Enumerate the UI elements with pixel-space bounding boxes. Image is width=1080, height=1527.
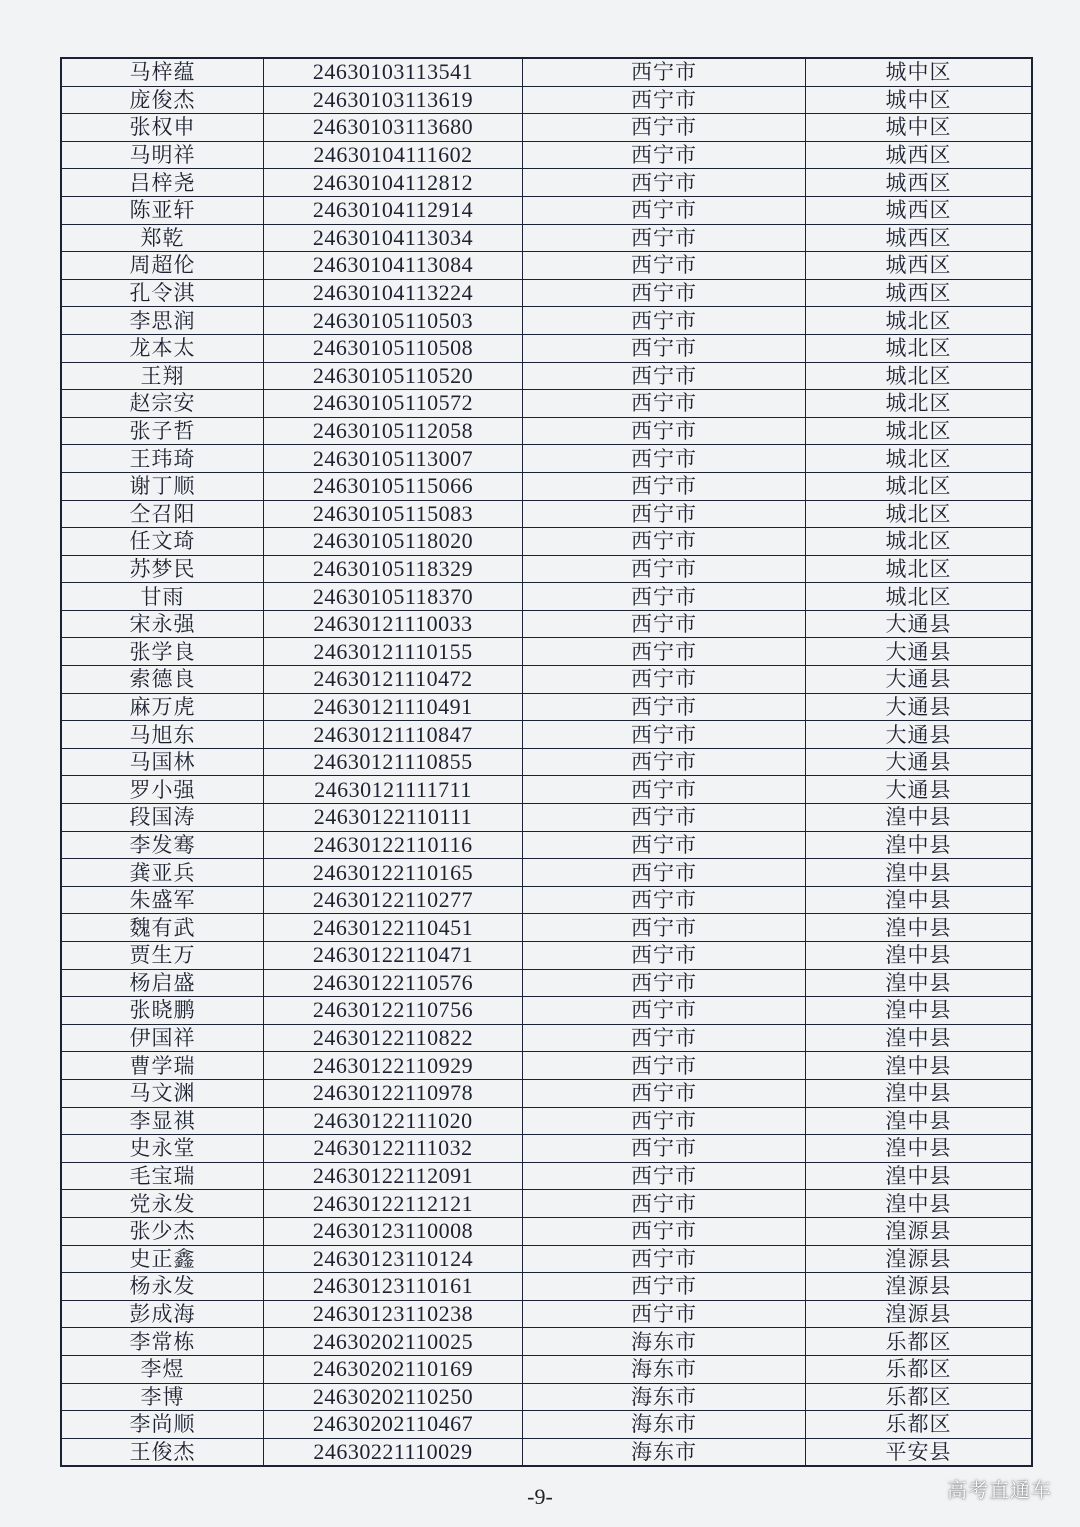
exam-id-cell: 24630122110756 xyxy=(264,997,523,1025)
table-row xyxy=(61,1355,1032,1383)
city-cell: 海东市 xyxy=(523,1411,806,1439)
exam-id-cell: 24630122110277 xyxy=(264,886,523,914)
exam-id-cell: 24630202110467 xyxy=(264,1411,523,1439)
student-name-cell: 郑乾 xyxy=(61,224,264,252)
student-name-cell: 赵宗安 xyxy=(61,390,264,418)
exam-id-cell: 24630122111032 xyxy=(264,1135,523,1163)
district-cell: 湟中县 xyxy=(806,886,1033,914)
district-cell: 湟中县 xyxy=(806,1079,1033,1107)
student-name-cell: 罗小强 xyxy=(61,776,264,804)
exam-id-cell: 24630123110161 xyxy=(264,1273,523,1301)
exam-id-cell: 24630105110520 xyxy=(264,362,523,390)
exam-id-cell: 24630105118370 xyxy=(264,583,523,611)
city-cell: 西宁市 xyxy=(523,224,806,252)
student-name-cell: 马文渊 xyxy=(61,1079,264,1107)
table-row xyxy=(61,942,1032,970)
district-cell: 湟中县 xyxy=(806,859,1033,887)
table-row xyxy=(61,914,1032,942)
watermark: 高考直通车 xyxy=(947,1478,1052,1502)
student-name-cell: 龙本太 xyxy=(61,334,264,362)
student-name-cell: 张学良 xyxy=(61,638,264,666)
city-cell: 西宁市 xyxy=(523,1245,806,1273)
table-row xyxy=(61,555,1032,583)
exam-id-cell: 24630122110111 xyxy=(264,804,523,832)
district-cell: 城中区 xyxy=(806,58,1033,86)
district-cell: 湟中县 xyxy=(806,1190,1033,1218)
student-name-cell: 马梓蕴 xyxy=(61,58,264,86)
student-name-cell: 史永堂 xyxy=(61,1135,264,1163)
roster-table xyxy=(60,57,1033,1467)
student-name-cell: 李博 xyxy=(61,1383,264,1411)
student-name-cell: 李尚顺 xyxy=(61,1411,264,1439)
city-cell: 西宁市 xyxy=(523,334,806,362)
city-cell: 西宁市 xyxy=(523,141,806,169)
district-cell: 大通县 xyxy=(806,693,1033,721)
city-cell: 西宁市 xyxy=(523,583,806,611)
roster-table-body xyxy=(61,58,1032,1466)
exam-id-cell: 24630104111602 xyxy=(264,141,523,169)
exam-id-cell: 24630122112091 xyxy=(264,1162,523,1190)
table-row xyxy=(61,969,1032,997)
district-cell: 城西区 xyxy=(806,169,1033,197)
table-row xyxy=(61,610,1032,638)
table-row xyxy=(61,693,1032,721)
student-name-cell: 王俊杰 xyxy=(61,1438,264,1466)
table-row xyxy=(61,1438,1032,1466)
exam-id-cell: 24630122110451 xyxy=(264,914,523,942)
table-row xyxy=(61,362,1032,390)
district-cell: 大通县 xyxy=(806,638,1033,666)
student-name-cell: 张子哲 xyxy=(61,417,264,445)
city-cell: 西宁市 xyxy=(523,1162,806,1190)
table-row xyxy=(61,1411,1032,1439)
exam-id-cell: 24630202110250 xyxy=(264,1383,523,1411)
city-cell: 西宁市 xyxy=(523,307,806,335)
student-name-cell: 杨启盛 xyxy=(61,969,264,997)
district-cell: 乐都区 xyxy=(806,1328,1033,1356)
table-row xyxy=(61,804,1032,832)
city-cell: 海东市 xyxy=(523,1355,806,1383)
city-cell: 西宁市 xyxy=(523,114,806,142)
city-cell: 西宁市 xyxy=(523,859,806,887)
exam-id-cell: 24630121111711 xyxy=(264,776,523,804)
exam-id-cell: 24630105110503 xyxy=(264,307,523,335)
district-cell: 城北区 xyxy=(806,583,1033,611)
city-cell: 西宁市 xyxy=(523,886,806,914)
table-row xyxy=(61,500,1032,528)
student-name-cell: 索德良 xyxy=(61,666,264,694)
exam-id-cell: 24630104113034 xyxy=(264,224,523,252)
exam-id-cell: 24630122110978 xyxy=(264,1079,523,1107)
city-cell: 西宁市 xyxy=(523,86,806,114)
district-cell: 湟中县 xyxy=(806,997,1033,1025)
table-row xyxy=(61,58,1032,86)
exam-id-cell: 24630122110822 xyxy=(264,1024,523,1052)
district-cell: 城北区 xyxy=(806,390,1033,418)
student-name-cell: 李煜 xyxy=(61,1355,264,1383)
district-cell: 乐都区 xyxy=(806,1383,1033,1411)
table-row xyxy=(61,1107,1032,1135)
city-cell: 西宁市 xyxy=(523,666,806,694)
student-name-cell: 张少杰 xyxy=(61,1217,264,1245)
exam-id-cell: 24630123110238 xyxy=(264,1300,523,1328)
table-row xyxy=(61,1190,1032,1218)
student-name-cell: 麻万虎 xyxy=(61,693,264,721)
exam-id-cell: 24630121110155 xyxy=(264,638,523,666)
table-row xyxy=(61,1052,1032,1080)
district-cell: 湟中县 xyxy=(806,1162,1033,1190)
table-row xyxy=(61,1162,1032,1190)
table-row xyxy=(61,390,1032,418)
table-row xyxy=(61,1217,1032,1245)
district-cell: 城西区 xyxy=(806,279,1033,307)
table-row xyxy=(61,141,1032,169)
exam-id-cell: 24630103113619 xyxy=(264,86,523,114)
student-name-cell: 王玮琦 xyxy=(61,445,264,473)
student-name-cell: 宋永强 xyxy=(61,610,264,638)
student-name-cell: 谢丁顺 xyxy=(61,472,264,500)
student-name-cell: 仝召阳 xyxy=(61,500,264,528)
city-cell: 西宁市 xyxy=(523,196,806,224)
district-cell: 湟中县 xyxy=(806,1024,1033,1052)
student-name-cell: 马旭东 xyxy=(61,721,264,749)
exam-id-cell: 24630121110472 xyxy=(264,666,523,694)
table-row xyxy=(61,666,1032,694)
city-cell: 西宁市 xyxy=(523,610,806,638)
student-name-cell: 伊国祥 xyxy=(61,1024,264,1052)
table-row xyxy=(61,472,1032,500)
exam-id-cell: 24630122110165 xyxy=(264,859,523,887)
district-cell: 城中区 xyxy=(806,86,1033,114)
city-cell: 西宁市 xyxy=(523,997,806,1025)
district-cell: 城北区 xyxy=(806,528,1033,556)
student-name-cell: 李显祺 xyxy=(61,1107,264,1135)
district-cell: 湟中县 xyxy=(806,1107,1033,1135)
exam-id-cell: 24630105118329 xyxy=(264,555,523,583)
city-cell: 西宁市 xyxy=(523,1273,806,1301)
student-name-cell: 李思润 xyxy=(61,307,264,335)
district-cell: 城北区 xyxy=(806,417,1033,445)
city-cell: 西宁市 xyxy=(523,555,806,583)
student-name-cell: 杨永发 xyxy=(61,1273,264,1301)
student-name-cell: 王翔 xyxy=(61,362,264,390)
district-cell: 湟中县 xyxy=(806,942,1033,970)
district-cell: 城西区 xyxy=(806,196,1033,224)
table-row xyxy=(61,307,1032,335)
exam-id-cell: 24630221110029 xyxy=(264,1438,523,1466)
city-cell: 海东市 xyxy=(523,1438,806,1466)
city-cell: 西宁市 xyxy=(523,1024,806,1052)
city-cell: 西宁市 xyxy=(523,1079,806,1107)
city-cell: 西宁市 xyxy=(523,1190,806,1218)
student-name-cell: 庞俊杰 xyxy=(61,86,264,114)
district-cell: 大通县 xyxy=(806,748,1033,776)
exam-id-cell: 24630121110855 xyxy=(264,748,523,776)
city-cell: 西宁市 xyxy=(523,1135,806,1163)
student-name-cell: 张权申 xyxy=(61,114,264,142)
district-cell: 大通县 xyxy=(806,776,1033,804)
district-cell: 城西区 xyxy=(806,141,1033,169)
district-cell: 城北区 xyxy=(806,500,1033,528)
district-cell: 城北区 xyxy=(806,307,1033,335)
table-row xyxy=(61,169,1032,197)
table-row xyxy=(61,886,1032,914)
city-cell: 西宁市 xyxy=(523,362,806,390)
district-cell: 城北区 xyxy=(806,362,1033,390)
district-cell: 城北区 xyxy=(806,445,1033,473)
district-cell: 大通县 xyxy=(806,666,1033,694)
city-cell: 西宁市 xyxy=(523,831,806,859)
district-cell: 大通县 xyxy=(806,610,1033,638)
exam-id-cell: 24630122110576 xyxy=(264,969,523,997)
exam-id-cell: 24630105110572 xyxy=(264,390,523,418)
table-row xyxy=(61,1135,1032,1163)
student-name-cell: 史正鑫 xyxy=(61,1245,264,1273)
district-cell: 湟中县 xyxy=(806,1135,1033,1163)
exam-id-cell: 24630123110008 xyxy=(264,1217,523,1245)
district-cell: 城西区 xyxy=(806,252,1033,280)
city-cell: 西宁市 xyxy=(523,1300,806,1328)
table-row xyxy=(61,279,1032,307)
city-cell: 西宁市 xyxy=(523,1217,806,1245)
district-cell: 乐都区 xyxy=(806,1355,1033,1383)
table-row xyxy=(61,721,1032,749)
student-name-cell: 李常栋 xyxy=(61,1328,264,1356)
city-cell: 西宁市 xyxy=(523,748,806,776)
student-name-cell: 党永发 xyxy=(61,1190,264,1218)
city-cell: 西宁市 xyxy=(523,252,806,280)
table-row xyxy=(61,638,1032,666)
student-name-cell: 周超伦 xyxy=(61,252,264,280)
student-name-cell: 马明祥 xyxy=(61,141,264,169)
district-cell: 城西区 xyxy=(806,224,1033,252)
table-row xyxy=(61,1245,1032,1273)
city-cell: 西宁市 xyxy=(523,693,806,721)
exam-id-cell: 24630121110491 xyxy=(264,693,523,721)
district-cell: 城北区 xyxy=(806,555,1033,583)
table-row xyxy=(61,1300,1032,1328)
exam-id-cell: 24630121110847 xyxy=(264,721,523,749)
student-name-cell: 朱盛军 xyxy=(61,886,264,914)
table-row xyxy=(61,748,1032,776)
city-cell: 西宁市 xyxy=(523,776,806,804)
city-cell: 海东市 xyxy=(523,1328,806,1356)
table-row xyxy=(61,417,1032,445)
student-name-cell: 贾生万 xyxy=(61,942,264,970)
district-cell: 湟中县 xyxy=(806,969,1033,997)
exam-id-cell: 24630122111020 xyxy=(264,1107,523,1135)
district-cell: 大通县 xyxy=(806,721,1033,749)
table-row xyxy=(61,445,1032,473)
student-name-cell: 张晓鹏 xyxy=(61,997,264,1025)
student-name-cell: 马国林 xyxy=(61,748,264,776)
student-name-cell: 魏有武 xyxy=(61,914,264,942)
table-row xyxy=(61,776,1032,804)
exam-id-cell: 24630105112058 xyxy=(264,417,523,445)
exam-id-cell: 24630105118020 xyxy=(264,528,523,556)
table-row xyxy=(61,86,1032,114)
district-cell: 城北区 xyxy=(806,334,1033,362)
city-cell: 西宁市 xyxy=(523,417,806,445)
student-name-cell: 陈亚轩 xyxy=(61,196,264,224)
city-cell: 西宁市 xyxy=(523,279,806,307)
city-cell: 西宁市 xyxy=(523,638,806,666)
exam-id-cell: 24630103113680 xyxy=(264,114,523,142)
district-cell: 城中区 xyxy=(806,114,1033,142)
city-cell: 西宁市 xyxy=(523,528,806,556)
student-name-cell: 苏梦民 xyxy=(61,555,264,583)
city-cell: 西宁市 xyxy=(523,169,806,197)
exam-id-cell: 24630105115066 xyxy=(264,472,523,500)
city-cell: 西宁市 xyxy=(523,58,806,86)
district-cell: 湟中县 xyxy=(806,1052,1033,1080)
exam-id-cell: 24630122110116 xyxy=(264,831,523,859)
student-name-cell: 彭成海 xyxy=(61,1300,264,1328)
exam-id-cell: 24630104112812 xyxy=(264,169,523,197)
exam-id-cell: 24630105110508 xyxy=(264,334,523,362)
city-cell: 西宁市 xyxy=(523,500,806,528)
exam-id-cell: 24630121110033 xyxy=(264,610,523,638)
student-name-cell: 孔令淇 xyxy=(61,279,264,307)
table-row xyxy=(61,196,1032,224)
table-row xyxy=(61,1328,1032,1356)
district-cell: 湟源县 xyxy=(806,1217,1033,1245)
exam-id-cell: 24630105115083 xyxy=(264,500,523,528)
exam-id-cell: 24630202110169 xyxy=(264,1355,523,1383)
table-row xyxy=(61,583,1032,611)
student-name-cell: 李发骞 xyxy=(61,831,264,859)
student-name-cell: 毛宝瑞 xyxy=(61,1162,264,1190)
city-cell: 西宁市 xyxy=(523,1107,806,1135)
district-cell: 湟源县 xyxy=(806,1300,1033,1328)
district-cell: 湟源县 xyxy=(806,1273,1033,1301)
page-number: -9- xyxy=(527,1484,553,1509)
city-cell: 西宁市 xyxy=(523,969,806,997)
exam-id-cell: 24630105113007 xyxy=(264,445,523,473)
student-name-cell: 吕梓尧 xyxy=(61,169,264,197)
student-name-cell: 段国涛 xyxy=(61,804,264,832)
city-cell: 西宁市 xyxy=(523,390,806,418)
district-cell: 湟中县 xyxy=(806,804,1033,832)
table-row xyxy=(61,1079,1032,1107)
city-cell: 西宁市 xyxy=(523,914,806,942)
student-name-cell: 龚亚兵 xyxy=(61,859,264,887)
exam-id-cell: 24630122110471 xyxy=(264,942,523,970)
exam-id-cell: 24630123110124 xyxy=(264,1245,523,1273)
exam-id-cell: 24630122110929 xyxy=(264,1052,523,1080)
exam-id-cell: 24630122112121 xyxy=(264,1190,523,1218)
city-cell: 西宁市 xyxy=(523,445,806,473)
district-cell: 湟中县 xyxy=(806,831,1033,859)
table-row xyxy=(61,252,1032,280)
student-name-cell: 曹学瑞 xyxy=(61,1052,264,1080)
table-row xyxy=(61,997,1032,1025)
table-row xyxy=(61,831,1032,859)
district-cell: 湟中县 xyxy=(806,914,1033,942)
district-cell: 城北区 xyxy=(806,472,1033,500)
exam-id-cell: 24630104113084 xyxy=(264,252,523,280)
city-cell: 海东市 xyxy=(523,1383,806,1411)
city-cell: 西宁市 xyxy=(523,942,806,970)
exam-id-cell: 24630104112914 xyxy=(264,196,523,224)
exam-id-cell: 24630103113541 xyxy=(264,58,523,86)
student-name-cell: 任文琦 xyxy=(61,528,264,556)
table-row xyxy=(61,1273,1032,1301)
table-row xyxy=(61,334,1032,362)
district-cell: 乐都区 xyxy=(806,1411,1033,1439)
city-cell: 西宁市 xyxy=(523,721,806,749)
student-name-cell: 甘雨 xyxy=(61,583,264,611)
table-row xyxy=(61,1383,1032,1411)
city-cell: 西宁市 xyxy=(523,804,806,832)
exam-id-cell: 24630104113224 xyxy=(264,279,523,307)
city-cell: 西宁市 xyxy=(523,1052,806,1080)
district-cell: 平安县 xyxy=(806,1438,1033,1466)
city-cell: 西宁市 xyxy=(523,472,806,500)
table-row xyxy=(61,1024,1032,1052)
district-cell: 湟源县 xyxy=(806,1245,1033,1273)
table-row xyxy=(61,224,1032,252)
table-row xyxy=(61,528,1032,556)
table-row xyxy=(61,114,1032,142)
exam-id-cell: 24630202110025 xyxy=(264,1328,523,1356)
table-row xyxy=(61,859,1032,887)
